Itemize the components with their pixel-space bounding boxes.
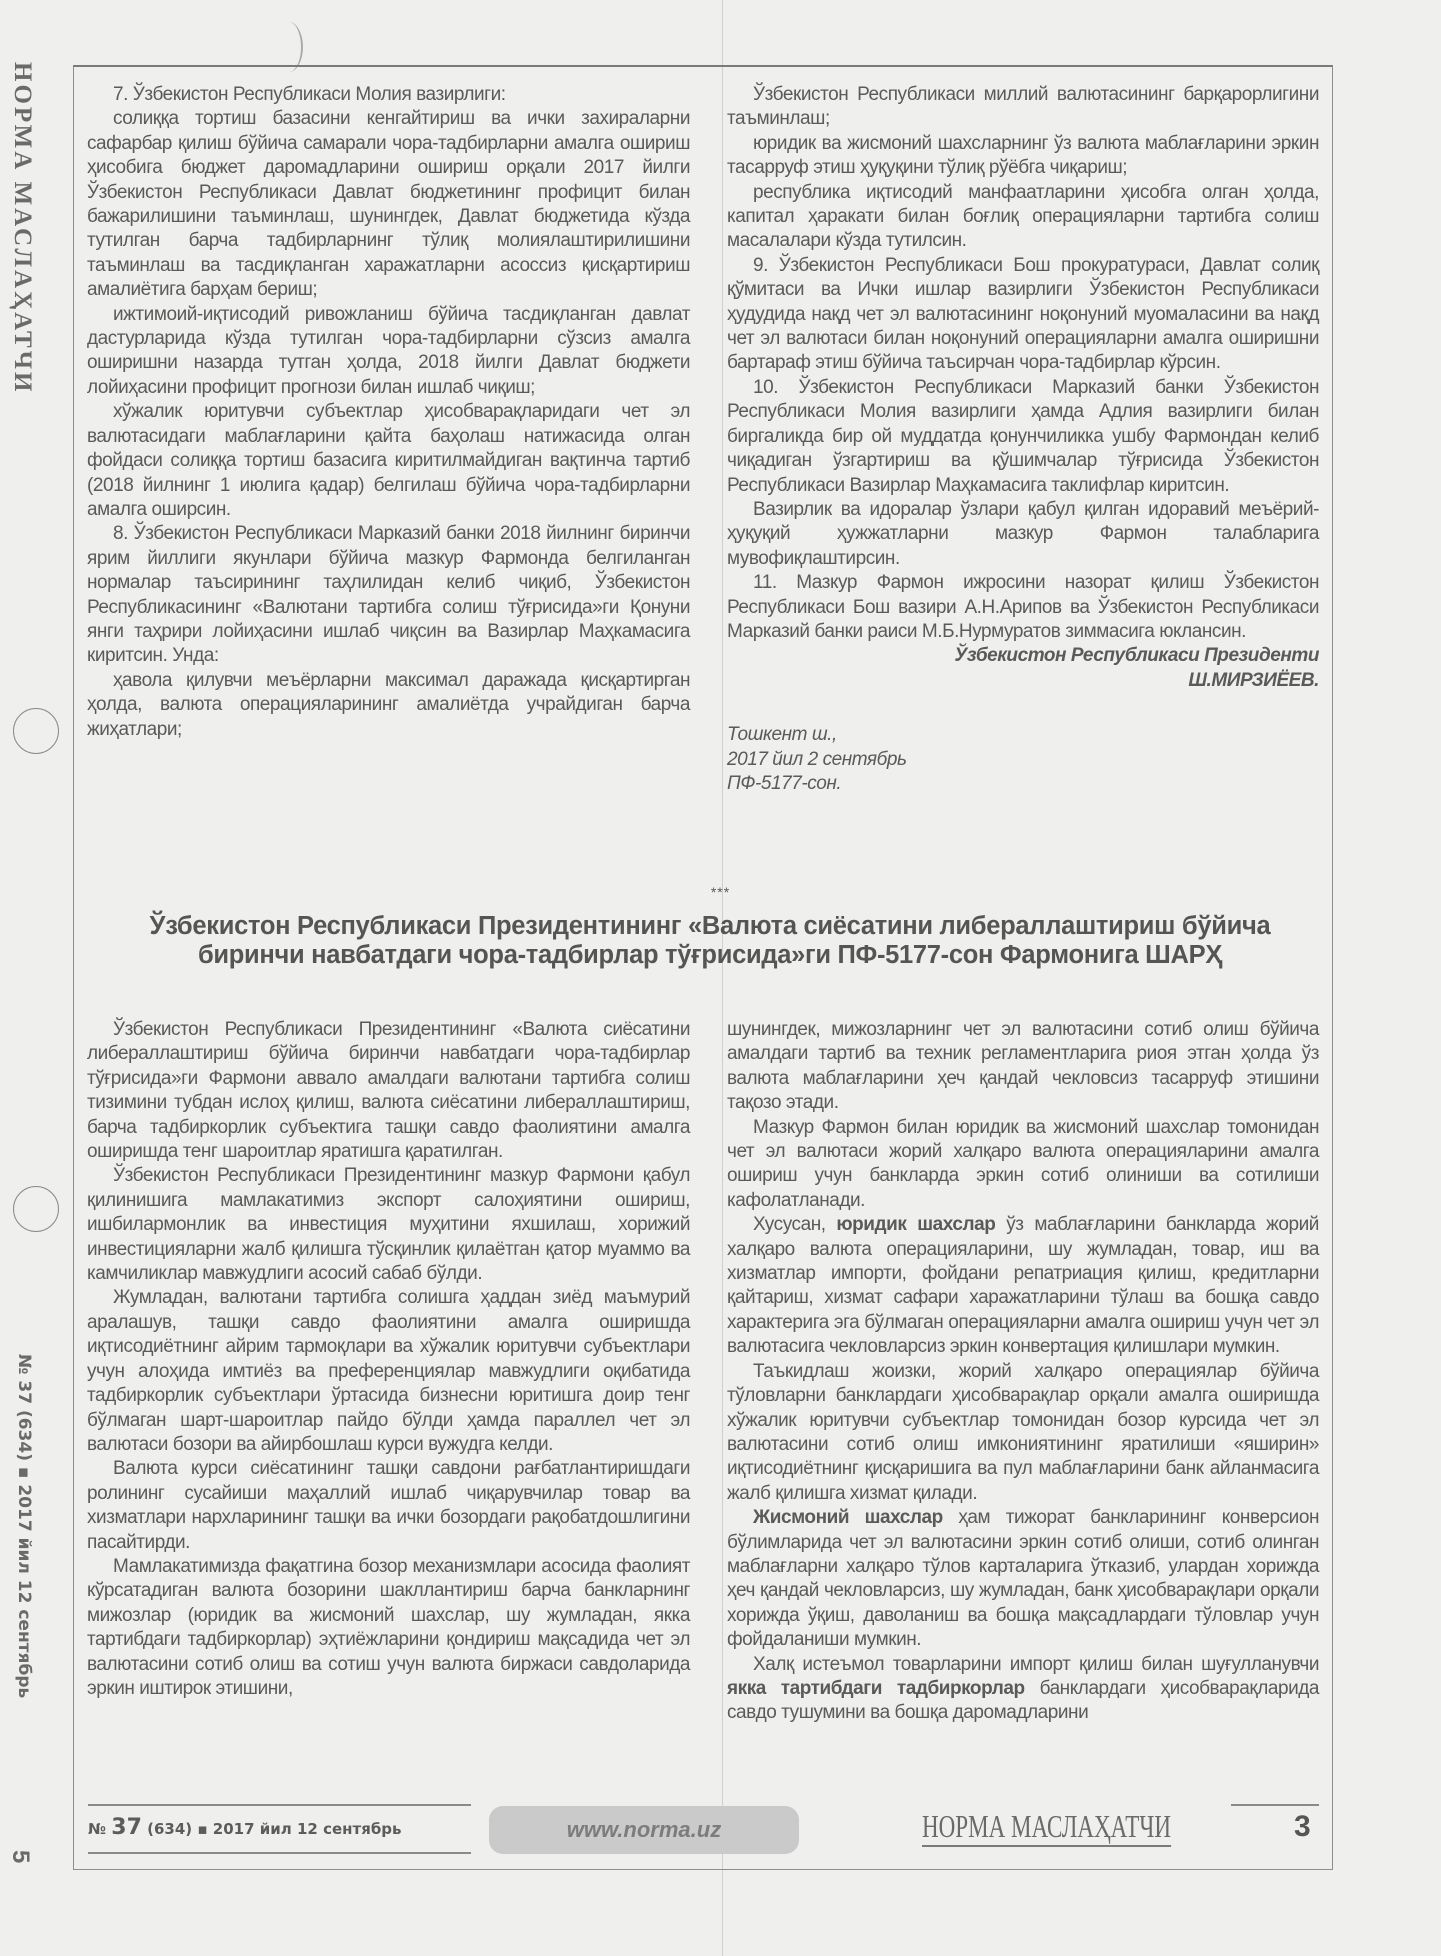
paragraph: Жумладан, валютани тартибга солишга ҳаддан зиёд маъмурий аралашув, ташқи савдо фаолиятини амалга оширишда иқтисодиётнинг айрим тармоқлари ва хўжалик юритувчи субъектлари учун алоҳида имтиёз ва преференциялар мавжудлиги оқибатида тадбиркорлик субъектлари ўртасида бизнесни юритишга доир тенг бўлмаган шарт-шароитлар пайдо бўлди ҳамда параллел чет эл валютаси бозори ва айирбошлаш курси вужудга келди. — [87, 1287, 690, 1455]
paragraph: 8. Ўзбекистон Республикаси Марказий банки 2018 йилнинг биринчи ярим йиллиги якунлари бўйича мазкур Фармонда белгиланган нормалар таъсирининг таҳлилидан келиб чиқиб, Ўзбекистон Республикасининг «Валютани тартибга солиш тўғрисида»ги Қонуни янги таҳрири лойиҳасини ишлаб чиқсин ва Вазирлар Маҳкамасига киритсин. Унда: — [87, 523, 690, 667]
paragraph: Таъкидлаш жоизки, жорий халқаро операциялар бўйича тўловларни банклардаги ҳисобварақлар орқали амалга оширишда хўжалик юритувчи субъектлар томонидан бозор курсида чет эл валютасини сотиб олиш имкониятининг яратилиши «яширин» иқтисодиётнинг қисқаришига ва пул маблағларини банк айланмасига жалб қилишга хизмат қилади. — [727, 1360, 1319, 1504]
text: ҳам тижорат банкларининг конверсион бўлимларида чет эл валютасини эркин сотиб олиши, сотиб олинган маблағларни халқаро тўлов карталарига ўтказиб, улардан хорижда ҳеч қандай чекловларсиз, шу жумладан, банк ҳисобварақлари орқали хорижда ўқиш, даволаниш ва бошқа мақсадлардаги тўловлар учун фойдаланиши мумкин. — [727, 1507, 1319, 1651]
paragraph: 7. Ўзбекистон Республикаси Молия вазирлиги: — [113, 84, 506, 105]
footer-rule — [88, 1804, 471, 1806]
punch-hole — [13, 708, 59, 754]
paragraph: ҳавола қилувчи меъёрларни максимал даражада қисқартирган ҳолда, валюта операцияларининг амалиётда учрайдиган барча жиҳатлари; — [87, 669, 690, 740]
paragraph: шунингдек, мижозларнинг чет эл валютасини сотиб олиш бўйича амалдаги тартиб ва техник регламентларига риоя этган ҳолда ўз валюта маблағларини ҳеч қандай чекловсиз тасарруф этишини тақозо этади. — [727, 1019, 1319, 1114]
paragraph: республика иқтисодий манфаатларини ҳисобга олган ҳолда, капитал ҳаракати билан боғлиқ операцияларни тартибга солиш масалалари кўзда тутилсин. — [727, 181, 1319, 252]
paragraph: Валюта курси сиёсатининг ташқи савдони рағбатлантиришдаги ролининг сусайиши маҳаллий ишлаб чиқарувчилар товар ва хизматлари нархларининг ташқи ва ички бозордаги рақобатдошлигини пасайтирди. — [87, 1458, 690, 1553]
article-right-column — [727, 1018, 1319, 1726]
issue-number: 37 — [111, 1815, 142, 1840]
article-left-column — [87, 1018, 690, 1701]
paragraph: солиққа тортиш базасини кенгайтириш ва ички захираларни сафарбар қилиш бўйича самарали чора-тадбирларни амалга ошириш ҳисобига бюджет даромадларини ошириш орқали 2017 йилги Ўзбекистон Республикаси Давлат бюджетининг профицит билан бажарилишини таъминлаш, шунингдек, Давлат бюджетида кўзда тутилган барча тадбирларнинг тўлиқ молиялаштирилишини таъминлаш ва тасдиқланган харажатларни асоссиз қисқартириш амалиётига барҳам бериш; — [87, 108, 690, 301]
article-title: Ўзбекистон Республикаси Президентининг «Валюта сиёсатини либераллаштириш бўйича биринчи навбатдаги чора-тадбирлар тўғрисида»ги ПФ-5177-сон Фармонига ШАРҲ — [149, 912, 1271, 969]
paragraph: юридик ва жисмоний шахсларнинг ўз валюта маблағларини эркин тасарруф этиш ҳуқуқини тўлиқ рўёбга чиқариш; — [727, 132, 1319, 179]
paragraph — [727, 1506, 1319, 1652]
decree-place-date — [727, 723, 1319, 796]
text: банклардаги ҳисобварақларида савдо тушумини ва бошқа даромадларини — [727, 1677, 1319, 1724]
bold-term: юридик шахслар — [836, 1214, 996, 1236]
paragraph: Мамлакатимизда фақатгина бозор механизмлари асосида фаолият кўрсатадиган валюта бозорини шакллантириш барча банкларнинг мижозлар (юридик ва жисмоний шахслар, шу жумладан, якка тартибдаги тадбиркорлар) эҳтиёжларини қондириш мақсадида чет эл валютасини сотиб олиш ва сотиш учун валюта биржаси савдоларида эркин иштирок этишини, — [87, 1555, 690, 1699]
paragraph — [727, 1213, 1319, 1359]
paragraph: Вазирлик ва идоралар ўзлари қабул қилган идоравий меъёрий-ҳуқуқий ҳужжатларни мазкур Фармон талабларига мувофиқлаштирсин. — [727, 498, 1319, 569]
decree-place: Тошкент ш., — [727, 724, 837, 746]
decree-right-column — [727, 83, 1319, 796]
footer-rule — [88, 1852, 471, 1854]
paragraph: Ўзбекистон Республикаси Президентининг «Валюта сиёсатини либераллаштириш бўйича биринчи навбатдаги чора-тадбирлар тўғрисида»ги Фармони аввало амалдаги валютани тартибга солиш тизимини тубдан ислоҳ қилиш, валюта сиёсатини либераллаштириш, барча тадбиркорлик субъектига ташқи савдо фаолиятини амалга оширишда тенг шароитлар яратишга қаратилган. — [87, 1019, 690, 1163]
margin-page-number: 5 — [7, 1850, 34, 1864]
paragraph: ижтимоий-иқтисодий ривожланиш бўйича тасдиқланган давлат дастурларида кўзда тутилган чора-тадбирларни сўзсиз амалга оширишни назарда тутган ҳолда, 2018 йилги Давлат бюджети лойиҳасини профицит прогнози билан ишлаб чиқиш; — [87, 303, 690, 398]
paragraph: хўжалик юритувчи субъектлар ҳисобварақларидаги чет эл валютасидаги маблағларини қайта баҳолаш натижасида олган фойдаси солиққа тортиш базасига киритилмайдиган вақтинча тартиб (2018 йилнинг 1 июлига қадар) белгилаш бўйича чора-тадбирларни амалга оширсин. — [87, 401, 690, 520]
paragraph — [727, 1653, 1319, 1726]
decree-left-column — [87, 83, 690, 742]
decree-number: ПФ-5177-сон. — [727, 772, 842, 794]
text: ўз маблағларини банкларда жорий халқаро валюта операцияларини, шу жумладан, товар, иш ва хизматлар импорти, фойдани репатриация қилиш, кредитларни қайтариш, хизмат сафари харажатларини тўлаш ва бошқа савдо характерига эга бўлмаган операцияларни амалга ошириш учун чет эл валютасига чекловларсиз эркин конвертация қилишлари мумкин. — [727, 1214, 1319, 1358]
footer-brand: НОРМА МАСЛАҲАТЧИ — [922, 1808, 1171, 1847]
bold-term: Жисмоний шахслар — [753, 1507, 943, 1529]
paragraph: Мазкур Фармон билан юридик ва жисмоний шахслар томонидан чет эл валютаси жорий халқаро валюта операцияларини амалга ошириш учун банкларда эркин сотиб олиниши ва сотилиши кафолатланади. — [727, 1116, 1319, 1211]
footer-website[interactable]: www.norma.uz — [489, 1806, 799, 1854]
issue-prefix: № — [88, 1820, 107, 1838]
section-separator: *** — [710, 884, 731, 900]
footer-page-number: 3 — [1294, 1810, 1311, 1843]
paragraph: Ўзбекистон Республикаси миллий валютасининг барқарорлигини таъминлаш; — [727, 84, 1319, 130]
paragraph: 11. Мазкур Фармон ижросини назорат қилиш Ўзбекистон Республикаси Бош вазири А.Н.Арипов ва Ўзбекистон Республикаси Марказий банки раиси М.Б.Нурмуратов зиммасига юклансин. — [727, 572, 1319, 642]
footer-issue — [88, 1815, 402, 1840]
margin-issue-line: № 37 (634) ▪ 2017 йил 12 сентябрь — [14, 1354, 34, 1699]
footer-rule — [1231, 1804, 1319, 1806]
text: Хусусан, — [753, 1214, 837, 1236]
paragraph: Ўзбекистон Республикаси Президентининг мазкур Фармони қабул қилинишига мамлакатимиз экспорт салоҳиятини ошириш, ишбилармонлик ва инвестиция муҳитини яхшилаш, хорижий инвестицияларни жалб қилишга тўсқинлик қилаётган қатор муаммо ва камчиликлар мавжудлиги асосий сабаб бўлди. — [87, 1165, 690, 1285]
punch-hole — [13, 1186, 59, 1232]
bold-term: якка тартибдаги тадбиркорлар — [727, 1677, 1025, 1699]
margin-journal-name: НОРМА МАСЛАҲАТЧИ — [9, 62, 36, 395]
signature-title: Ўзбекистон Республикаси Президенти — [954, 645, 1319, 667]
paragraph: 10. Ўзбекистон Республикаси Марказий банки Ўзбекистон Республикаси Молия вазирлиги ҳамда Адлия вазирлиги билан биргаликда бир ой муддатда қонунчиликка ушбу Фармондан келиб чиқадиган ўзгартириш ва қўшимчалар тўғрисида Ўзбекистон Республикаси Вазирлар Маҳкамасига таклифлар киритсин. — [727, 376, 1319, 496]
paragraph: 9. Ўзбекистон Республикаси Бош прокуратураси, Давлат солиқ қўмитаси ва Ички ишлар вазирлиги Ўзбекистон Республикаси ҳудудида нақд чет эл валютасининг ноқонуний муомаласини ва нақд чет эл валютаси билан ноқонуний операцияларни амалга оширишни бартараф этиш бўйича таъсирчан чора-тадбирлар кўрсин. — [727, 254, 1319, 374]
text: Халқ истеъмол товарларини импорт қилиш билан шуғулланувчи — [753, 1653, 1319, 1675]
decree-date: 2017 йил 2 сентябрь — [727, 748, 907, 770]
signature-name: Ш.МИРЗИЁЕВ. — [1188, 669, 1319, 691]
issue-details: (634) ▪ 2017 йил 12 сентябрь — [147, 1820, 402, 1838]
